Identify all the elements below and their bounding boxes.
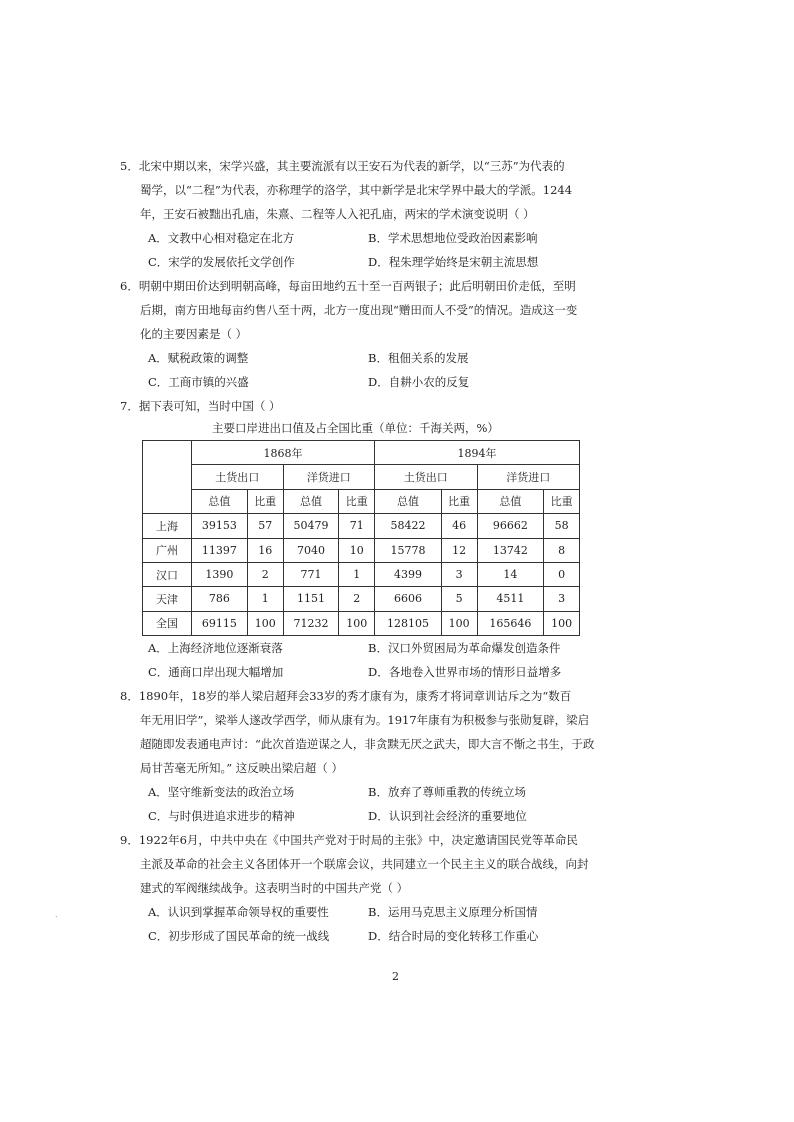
- table-cell: 100: [247, 611, 283, 635]
- table-cell: 39153: [192, 514, 248, 538]
- q5-line2: 蜀学，以“二程”为代表，亦称理学的洛学，其中新学是北宋学界中最大的学派。1244: [140, 183, 573, 197]
- table-cell: 100: [339, 611, 375, 635]
- group-header: 洋货进口: [477, 465, 579, 489]
- port-name: 广州: [143, 538, 192, 562]
- table-cell: 12: [441, 538, 477, 562]
- table-corner-cell: [143, 441, 192, 514]
- q8-line2: 年无用旧学”，梁举人遂改学西学，师从康有为。1917年康有为积极参与张勋复辟，梁启: [140, 713, 590, 727]
- table-cell: 96662: [477, 514, 544, 538]
- table-cell: 6606: [375, 587, 442, 611]
- table-cell: 8: [544, 538, 580, 562]
- table-cell: 100: [441, 611, 477, 635]
- table-row: [143, 611, 580, 635]
- q6-line3: 化的主要因素是（ ）: [140, 327, 248, 341]
- table-row: [143, 514, 580, 538]
- table-cell: 10: [339, 538, 375, 562]
- table-caption: 主要口岸进出口值及占全国比重（单位：千海关两，%）: [212, 421, 499, 435]
- table-cell: 15778: [375, 538, 442, 562]
- table-cell: 1: [247, 587, 283, 611]
- table-cell: 3: [544, 587, 580, 611]
- table-cell: 13742: [477, 538, 544, 562]
- table-cell: 1390: [192, 562, 248, 586]
- q6-option-b: B．租佃关系的发展: [368, 351, 469, 365]
- q9-line1: 9．1922年6月，中共中央在《中国共产党对于时局的主张》中，决定邀请国民党等革命民: [120, 833, 578, 847]
- table-row-subheaders: [143, 489, 580, 513]
- year-header-1868: 1868年: [192, 441, 375, 465]
- table-cell: 46: [441, 514, 477, 538]
- trade-table: [142, 440, 580, 636]
- q9-option-a: A．认识到掌握革命领导权的重要性: [148, 905, 329, 919]
- q8-option-d: D．认识到社会经济的重要地位: [368, 809, 527, 823]
- table-cell: 58: [544, 514, 580, 538]
- table-cell: 771: [283, 562, 339, 586]
- table-cell: 71232: [283, 611, 339, 635]
- table-cell: 16: [247, 538, 283, 562]
- margin-mark: .: [55, 910, 58, 919]
- q9-line3: 建式的军阀继续战争。这表明当时的中国共产党（ ）: [140, 881, 409, 895]
- q9-option-b: B．运用马克思主义原理分析国情: [368, 905, 538, 919]
- q7-option-d: D．各地卷入世界市场的情形日益增多: [368, 665, 562, 679]
- q8-option-a: A．坚守维新变法的政治立场: [148, 785, 295, 799]
- q7-line1: 7．据下表可知，当时中国（ ）: [120, 399, 281, 413]
- table-row: [143, 562, 580, 586]
- subheader: 比重: [441, 489, 477, 513]
- q5-option-c: C．宋学的发展依托文学创作: [148, 255, 295, 269]
- table-cell: 4399: [375, 562, 442, 586]
- q8-option-b: B．放弃了尊师重教的传统立场: [368, 785, 526, 799]
- group-header: 土货出口: [192, 465, 284, 489]
- q6-line1: 6．明朝中期田价达到明朝高峰，每亩田地约五十至一百两银子；此后明朝田价走低，至明: [120, 279, 576, 293]
- subheader: 总值: [192, 489, 248, 513]
- page-number: 2: [392, 970, 399, 983]
- table-cell: 50479: [283, 514, 339, 538]
- table-cell: 69115: [192, 611, 248, 635]
- table-cell: 2: [339, 587, 375, 611]
- q7-option-b: B．汉口外贸困局为革命爆发创造条件: [368, 641, 561, 655]
- table-cell: 2: [247, 562, 283, 586]
- table-cell: 786: [192, 587, 248, 611]
- q7-option-a: A．上海经济地位逐渐衰落: [148, 641, 283, 655]
- table-row-groups: [143, 465, 580, 489]
- table-cell: 14: [477, 562, 544, 586]
- table-cell: 11397: [192, 538, 248, 562]
- q5-option-d: D．程朱理学始终是宋朝主流思想: [368, 255, 539, 269]
- table-cell: 1151: [283, 587, 339, 611]
- table-cell: 100: [544, 611, 580, 635]
- q6-option-a: A．赋税政策的调整: [148, 351, 249, 365]
- table-cell: 0: [544, 562, 580, 586]
- table-cell: 165646: [477, 611, 544, 635]
- table-cell: 4511: [477, 587, 544, 611]
- q5-line3: 年，王安石被黜出孔庙，朱熹、二程等人入祀孔庙，两宋的学术演变说明（ ）: [140, 207, 535, 221]
- q9-line2: 主派及革命的社会主义各团体开一个联席会议，共同建立一个民主主义的联合战线，向封: [140, 857, 589, 871]
- q5-line1: 5．北宋中期以来，宋学兴盛，其主要流派有以王安石为代表的新学，以“三苏”为代表的: [120, 159, 565, 173]
- table-cell: 58422: [375, 514, 442, 538]
- subheader: 总值: [375, 489, 442, 513]
- table-cell: 71: [339, 514, 375, 538]
- table-cell: 128105: [375, 611, 442, 635]
- table-row: [143, 538, 580, 562]
- q6-option-d: D．自耕小农的反复: [368, 375, 470, 389]
- group-header: 洋货进口: [283, 465, 375, 489]
- q9-option-d: D．结合时局的变化转移工作重心: [368, 929, 539, 943]
- q5-option-a: A．文教中心相对稳定在北方: [148, 231, 295, 245]
- q8-line1: 8．1890年，18岁的举人梁启超拜会33岁的秀才康有为，康秀才将词章训诂斥之为“数百: [120, 689, 572, 703]
- subheader: 总值: [283, 489, 339, 513]
- table-cell: 3: [441, 562, 477, 586]
- subheader: 总值: [477, 489, 544, 513]
- q9-option-c: C．初步形成了国民革命的统一战线: [148, 929, 330, 943]
- q6-option-c: C．工商市镇的兴盛: [148, 375, 249, 389]
- subheader: 比重: [339, 489, 375, 513]
- q7-option-c: C．通商口岸出现大幅增加: [148, 665, 284, 679]
- q8-line3: 超随即发表通电声讨：“此次首造逆谋之人，非贪黩无厌之武夫，即大言不惭之书生，于政: [140, 737, 595, 751]
- table-cell: 5: [441, 587, 477, 611]
- table-row: [143, 587, 580, 611]
- year-header-1894: 1894年: [375, 441, 580, 465]
- port-name: 全国: [143, 611, 192, 635]
- port-name: 天津: [143, 587, 192, 611]
- subheader: 比重: [247, 489, 283, 513]
- table-cell: 7040: [283, 538, 339, 562]
- table-row-years: [143, 441, 580, 465]
- table-cell: 57: [247, 514, 283, 538]
- table-cell: 1: [339, 562, 375, 586]
- q8-line4: 局甘苦毫无所知。” 这反映出梁启超（ ）: [140, 761, 343, 775]
- port-name: 上海: [143, 514, 192, 538]
- q5-option-b: B．学术思想地位受政治因素影响: [368, 231, 538, 245]
- group-header: 土货出口: [375, 465, 477, 489]
- q6-line2: 后期，南方田地每亩约售八至十两，北方一度出现“赠田而人不受”的情况。造成这一变: [140, 303, 578, 317]
- q8-option-c: C．与时俱进追求进步的精神: [148, 809, 295, 823]
- subheader: 比重: [544, 489, 580, 513]
- port-name: 汉口: [143, 562, 192, 586]
